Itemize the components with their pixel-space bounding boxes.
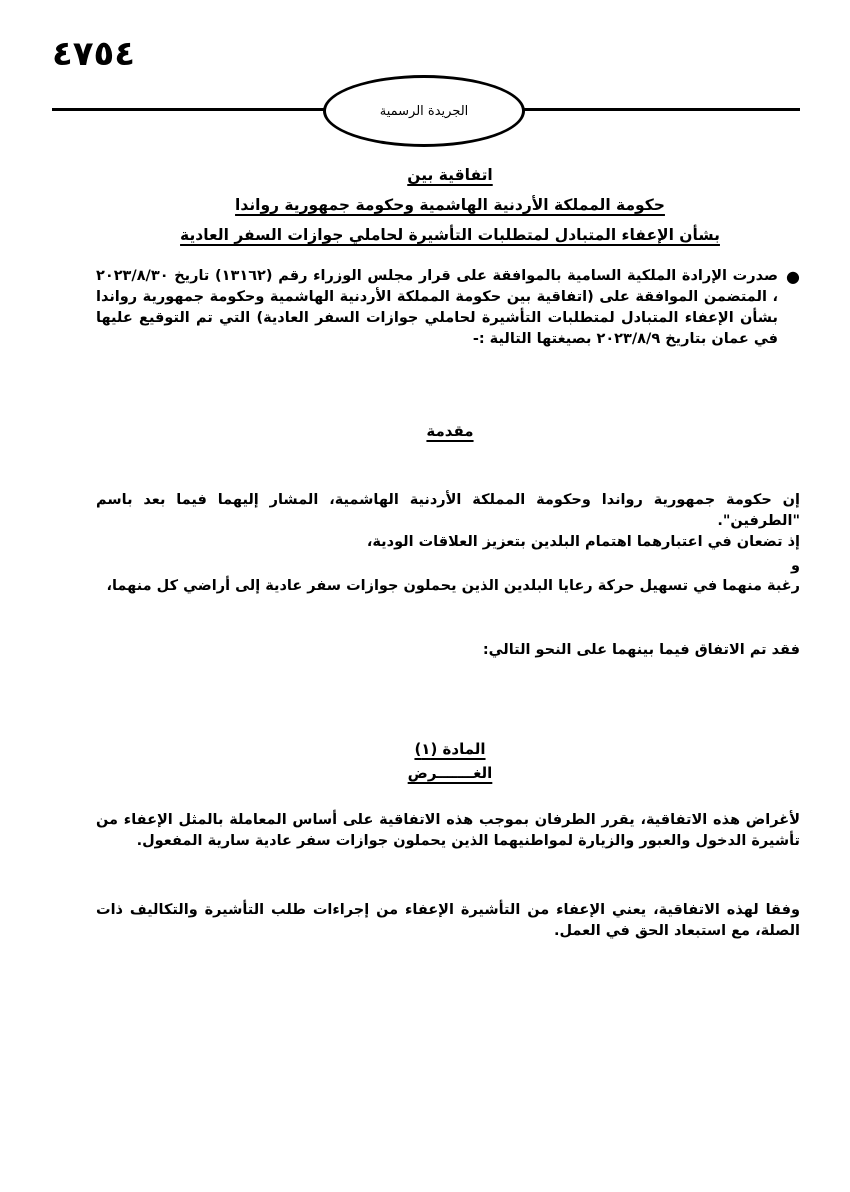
page-number: ٤٧٥٤ bbox=[52, 34, 136, 74]
gazette-name: الجريدة الرسمية bbox=[379, 103, 469, 119]
preamble-paragraph-2: إذ تضعان في اعتبارهما اهتمام البلدين بتعزيز العلاقات الودية، bbox=[366, 534, 800, 550]
article-1-paragraph-2: وفقا لهذه الاتفاقية، يعني الإعفاء من التأشيرة الإعفاء من إجراءات طلب التأشيرة والتكاليف ذات الصلة، مع استبعاد الحق في العمل. bbox=[96, 902, 800, 939]
preamble-paragraph-3: و bbox=[790, 558, 800, 574]
title-line-1: اتفاقية بين bbox=[407, 166, 493, 184]
article-1-paragraph-1: لأغراض هذه الاتفاقية، يقرر الطرفان بموجب هذه الاتفاقية على أساس المعاملة بالمثل الإعفاء من تأشيرة الدخول والعبور والزيارة لمواطنيهما الذين يحملون جوازات سفر عادية سارية المفعول. bbox=[96, 812, 800, 849]
title-line-2: حكومة المملكة الأردنية الهاشمية وحكومة جمهورية رواندا bbox=[235, 196, 665, 214]
preamble-paragraph-5: فقد تم الاتفاق فيما بينهما على النحو التالي: bbox=[482, 642, 800, 658]
preamble-heading: مقدمة bbox=[426, 422, 474, 440]
header-rule-right bbox=[524, 108, 800, 111]
intro-bullet-paragraph bbox=[96, 266, 800, 350]
intro-text: صدرت الإرادة الملكية السامية بالموافقة على قرار مجلس الوزراء رقم (١٣١٦٢) تاريخ ٢٠٢٣/٨/٣٠ ، المتضمن الموافقة على (اتفاقية بين حكومة المملكة الأردنية الهاشمية وحكومة جمهورية رواندا بشأن الإعفاء المتبادل لمتطلبات التأشيرة لحاملي جوازات السفر العادية) التي تم التوقيع عليها في عمان بتاريخ ٢٠٢٣/٨/٩ بصيغتها التالية :- bbox=[96, 268, 778, 347]
agreement-title bbox=[100, 160, 800, 250]
preamble-paragraph-1: إن حكومة جمهورية رواندا وحكومة المملكة الأردنية الهاشمية، المشار إليهما فيما بعد باسم "الطرفين". bbox=[96, 492, 800, 529]
gazette-oval bbox=[323, 75, 525, 147]
title-line-3: بشأن الإعفاء المتبادل لمتطلبات التأشيرة لحاملي جوازات السفر العادية bbox=[180, 226, 720, 244]
header-rule-left bbox=[52, 108, 324, 111]
preamble-paragraph-4: رغبة منهما في تسهيل حركة رعايا البلدين الذين يحملون جوازات سفر عادية إلى أراضي كل منهما، bbox=[106, 578, 800, 594]
article-1-title: الغـــــــرض bbox=[407, 764, 493, 782]
article-1-number: المادة (١) bbox=[414, 740, 486, 758]
bullet-icon: ● bbox=[786, 267, 800, 286]
